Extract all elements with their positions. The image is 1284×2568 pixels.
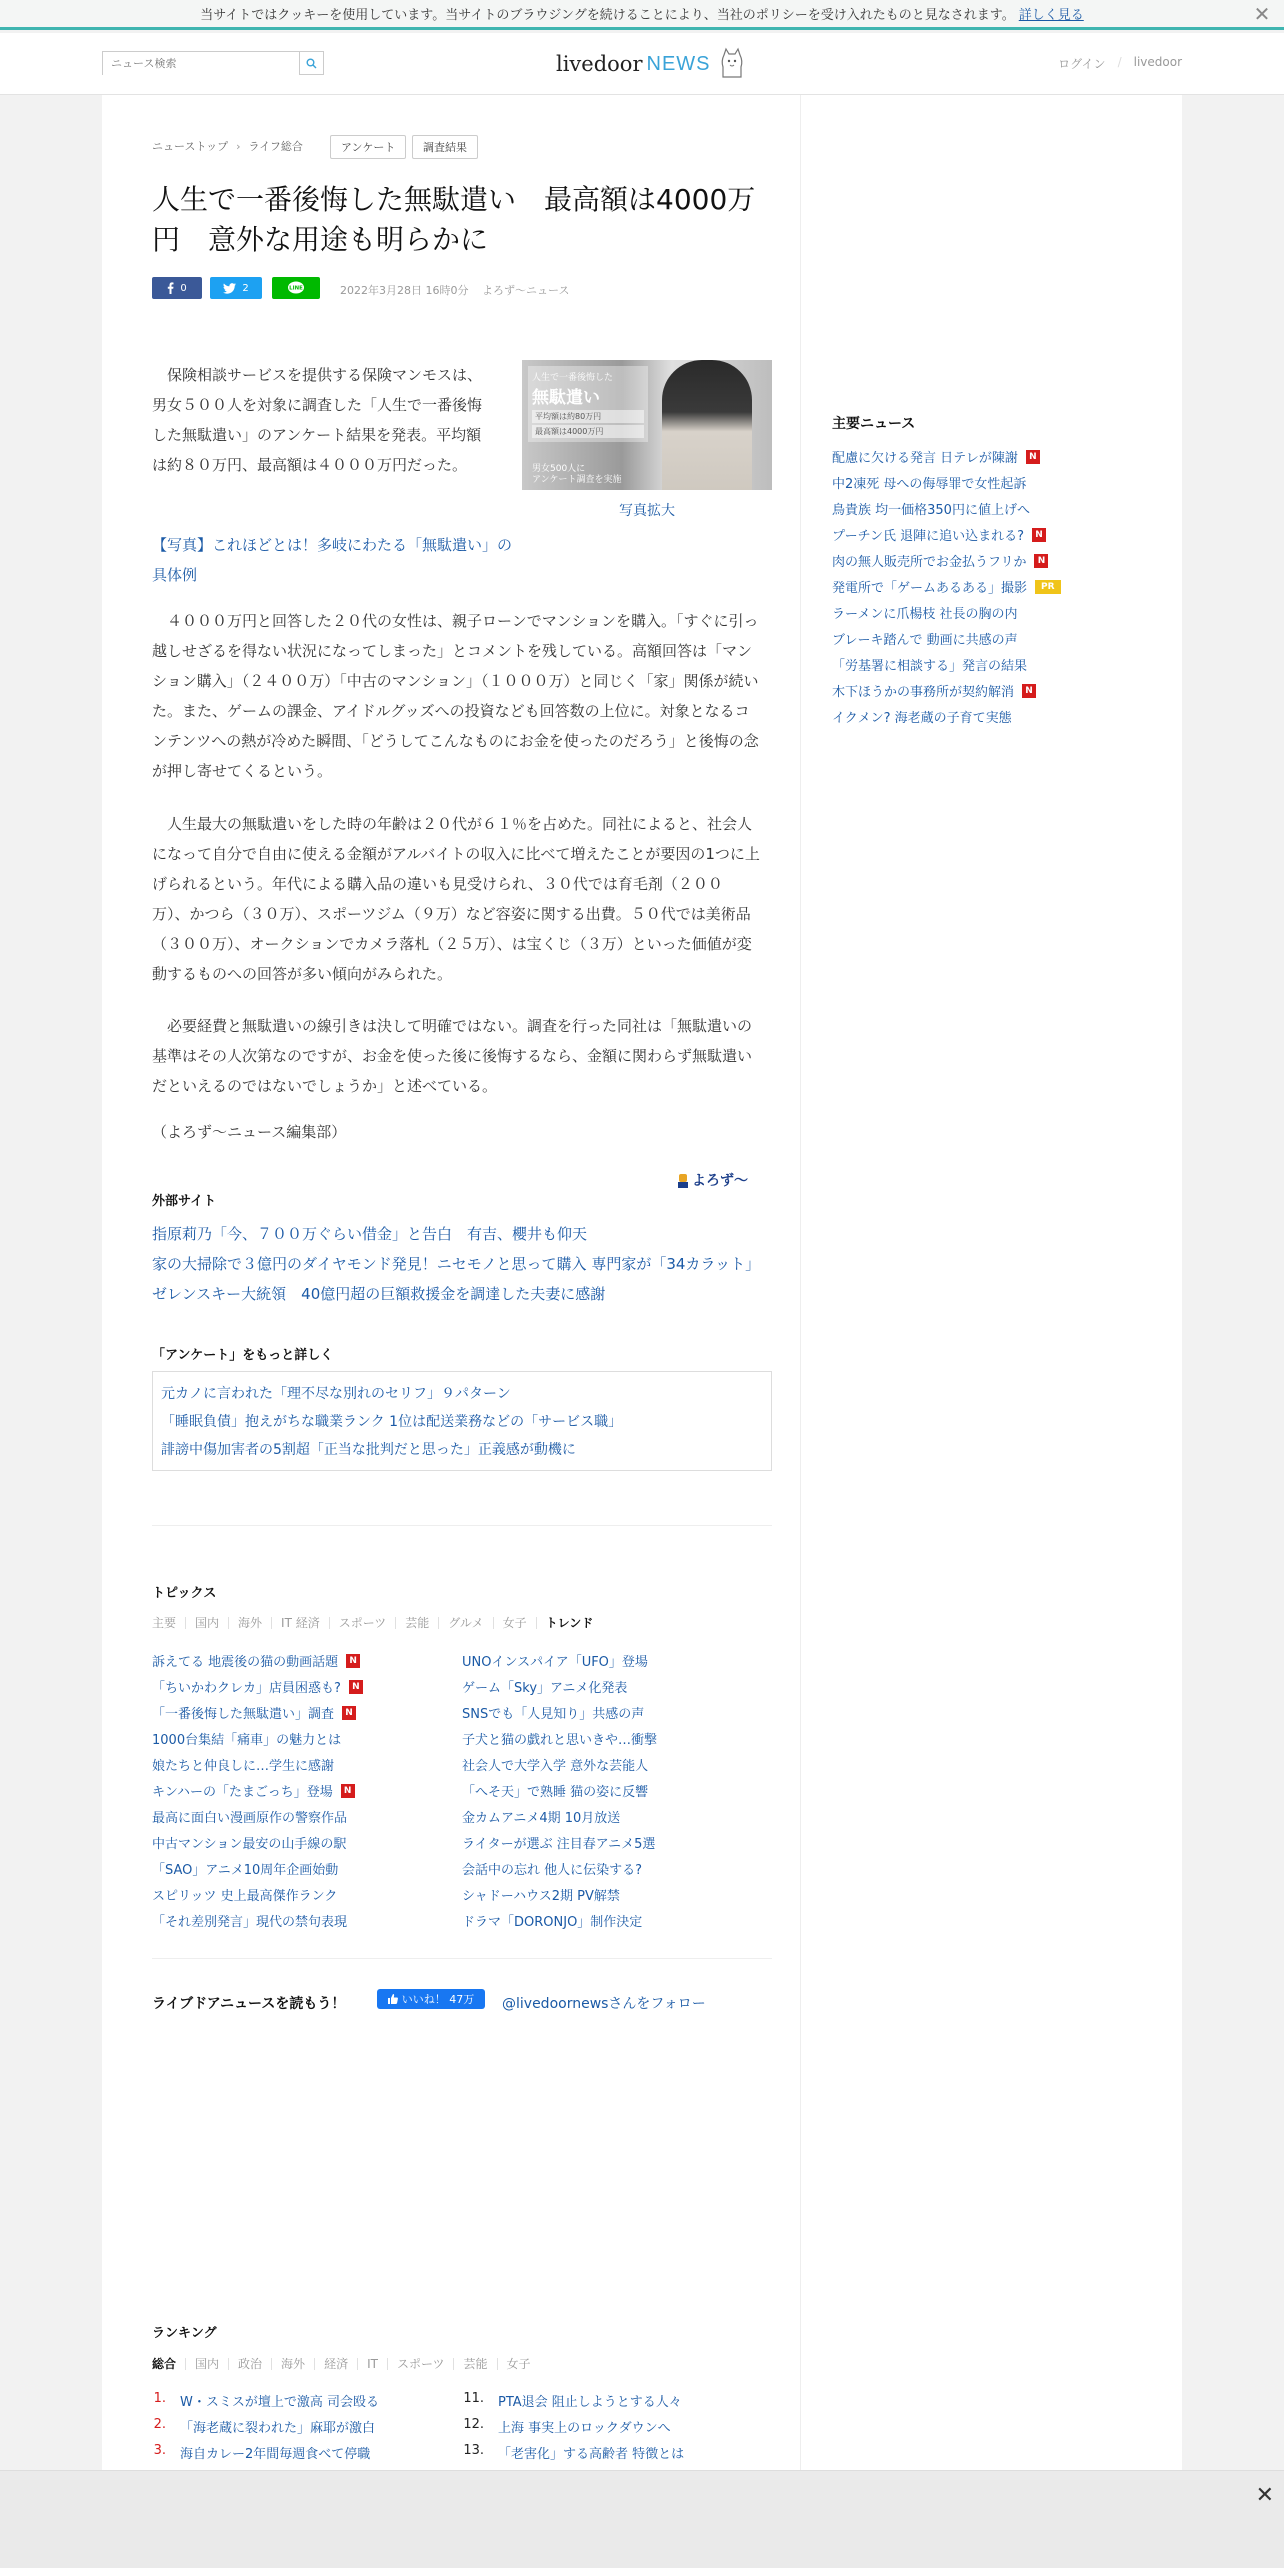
- topic-item-text: 「SAO」アニメ10周年企画始動: [152, 1863, 339, 1878]
- line-share-button[interactable]: [272, 277, 320, 299]
- ranking-heading: ランキング: [152, 2326, 217, 2341]
- ranking-tab-world[interactable]: 海外: [271, 2358, 314, 2370]
- photo-overlay-main: 無駄遣い: [532, 388, 600, 408]
- sidebar-news-item-text: 配慮に欠ける発言 日テレが陳謝: [832, 451, 1018, 466]
- topic-item-text: 「へそ天」で熟睡 猫の姿に反響: [462, 1785, 649, 1800]
- sidebar-news-item-text: 鳥貴族 均一価格350円に値上げへ: [832, 503, 1030, 518]
- photo-overlay: [528, 366, 648, 442]
- search-button[interactable]: [299, 52, 323, 74]
- sidebar-news-item[interactable]: [832, 603, 1017, 622]
- ranking-link[interactable]: W・スミスが壇上で激高 司会殴る: [180, 2395, 379, 2410]
- ranking-tab-sports[interactable]: スポーツ: [387, 2358, 454, 2370]
- ranking-item: [152, 2391, 379, 2410]
- topic-item-text: 娘たちと仲良しに…学生に感謝: [152, 1759, 335, 1774]
- new-badge: N: [1026, 450, 1040, 464]
- sidebar-news-item-text: 「労基署に相談する」発言の結果: [832, 659, 1028, 674]
- topic-item-text: 「それ差別発言」現代の禁句表現: [152, 1915, 348, 1930]
- ranking-number: 12.: [463, 2417, 484, 2432]
- topic-item-text: ゲーム「Sky」アニメ化発表: [462, 1681, 628, 1696]
- external-link-2[interactable]: 家の大掃除で３億円のダイヤモンド発見！ニセモノと思って購入 専門家が「34カラット」: [152, 1255, 761, 1273]
- login-link[interactable]: ログイン: [1058, 57, 1106, 71]
- sidebar-news-item[interactable]: [832, 629, 1018, 648]
- article-credit: （よろず～ニュース編集部）: [152, 1123, 347, 1141]
- cookie-text: 当サイトではクッキーを使用しています。当サイトのブラウジングを続けることにより、当社のポリシーを受け入れたものと見なされます。: [200, 8, 1015, 23]
- sidebar-news-item[interactable]: [832, 447, 1040, 466]
- topic-item[interactable]: [462, 1677, 627, 1696]
- new-badge: N: [346, 1654, 360, 1668]
- sidebar-news-item[interactable]: [832, 525, 1046, 544]
- photo-caption: 男女500人に アンケート調査を実施: [532, 464, 622, 485]
- topic-item-text: 訴えてる 地震後の猫の動画話題: [152, 1655, 339, 1670]
- photo-overlay-sub: 平均額は約80万円: [532, 410, 644, 423]
- sidebar-news-item-text: 中2凍死 母への侮辱罪で女性起訴: [832, 477, 1027, 492]
- ranking-tab-economy[interactable]: 経済: [314, 2358, 357, 2370]
- cookie-close-icon[interactable]: ✕: [1253, 2, 1271, 26]
- sidebar-news-item[interactable]: [832, 551, 1048, 570]
- topics-tab-domestic[interactable]: 国内: [185, 1617, 228, 1629]
- topic-item[interactable]: [462, 1651, 648, 1670]
- photo-overlay-note: 最高額は4000万円: [532, 425, 644, 438]
- facebook-like-button[interactable]: [377, 1989, 485, 2009]
- cookie-banner: [0, 0, 1284, 30]
- breadcrumb-life[interactable]: ライフ総合: [248, 140, 303, 153]
- cookie-more-link[interactable]: 詳しく見る: [1018, 8, 1084, 23]
- ranking-tab-domestic[interactable]: 国内: [185, 2358, 228, 2370]
- twitter-icon: [223, 283, 236, 294]
- facebook-like-count: いいね！ 47万: [401, 1993, 475, 2006]
- article-paragraph-1: 保険相談サービスを提供する保険マンモスは、男女５００人を対象に調査した「人生で一番後悔した無駄遣い」のアンケート結果を発表。平均額は約８０万円、最高額は４０００万円だった。: [152, 366, 483, 474]
- logo-news: NEWS: [646, 52, 711, 75]
- new-badge: N: [1034, 554, 1048, 568]
- new-badge: N: [1022, 684, 1036, 698]
- topic-item-text: キンハーの「たまごっち」登場: [152, 1785, 333, 1800]
- tag-survey[interactable]: アンケート: [330, 135, 406, 159]
- topics-tab-gourmet[interactable]: グルメ: [438, 1617, 492, 1629]
- thumbs-up-icon: [388, 1994, 398, 2004]
- twitter-share-button[interactable]: [210, 277, 262, 299]
- topics-tab-entertainment[interactable]: 芸能: [395, 1617, 438, 1629]
- search-box: [102, 51, 324, 75]
- topic-item[interactable]: [462, 1807, 620, 1826]
- livedoor-link[interactable]: livedoor: [1133, 55, 1182, 69]
- sidebar-news-item[interactable]: [832, 499, 1030, 518]
- pr-badge: PR: [1035, 580, 1061, 594]
- topic-item-text: 子犬と猫の戯れと思いきや…衝撃: [462, 1733, 658, 1748]
- sidebar-news-item-text: ラーメンに爪楊枝 社長の胸の内: [832, 607, 1018, 622]
- facebook-share-button[interactable]: [152, 277, 202, 299]
- follow-heading: ライブドアニュースを読もう！: [152, 1996, 346, 2012]
- close-icon[interactable]: ✕: [1255, 2483, 1274, 2508]
- article-source[interactable]: よろず～ニュース: [482, 284, 570, 297]
- yorozu-mascot-icon: [676, 1172, 690, 1188]
- breadcrumb-top[interactable]: ニューストップ: [152, 140, 229, 153]
- ranking-number: 13.: [463, 2443, 484, 2458]
- topic-item[interactable]: [152, 1833, 346, 1852]
- topic-item-text: ライターが選ぶ 注目春アニメ5選: [462, 1837, 656, 1852]
- sidebar-news-item[interactable]: [832, 707, 1012, 726]
- ranking-number: 1.: [153, 2391, 166, 2406]
- topic-item-text: 「一番後悔した無駄遣い」調査: [152, 1707, 335, 1722]
- new-badge: N: [349, 1680, 363, 1694]
- topic-item-text: SNSでも「人見知り」共感の声: [462, 1707, 645, 1722]
- tag-results[interactable]: 調査結果: [412, 135, 478, 159]
- sidebar-news-item-text: イクメン? 海老蔵の子育て実態: [832, 711, 1012, 726]
- more-link-2[interactable]: 「睡眠負債」抱えがちな職業ランク 1位は配送業務などの「サービス職」: [161, 1414, 623, 1430]
- ranking-tab-politics[interactable]: 政治: [228, 2358, 271, 2370]
- twitter-count: 2: [242, 282, 249, 294]
- more-box: [152, 1371, 772, 1471]
- sidebar-news-item-text: 肉の無人販売所でお金払うフリか: [832, 555, 1027, 570]
- topic-item[interactable]: [462, 1911, 642, 1930]
- article-paragraph-3: 人生最大の無駄遣いをした時の年齢は２０代が６１％を占めた。同社によると、社会人になって自分で自由に使える金額がアルバイトの収入に比べて増えたことが要因の1つに上げられるという。年代による購入品の違いも見受けられ、３０代では育毛剤（２００万）、かつら（３０万）、スポーツジム（９万）など容姿に関する出費。５０代では美術品（３００万）、オークションでカメラ落札（２５万）、は宝くじ（３万）といった価値が変動するものへの回答が多い傾向がみられた。: [152, 815, 760, 983]
- more-link-3[interactable]: 誹謗中傷加害者の5割超「正当な批判だと思った」正義感が動機に: [161, 1442, 576, 1458]
- ranking-tabs: [152, 2358, 540, 2370]
- sidebar-news-item-text: 木下ほうかの事務所が契約解消: [832, 685, 1015, 700]
- topics-tab-main[interactable]: 主要: [152, 1616, 177, 1630]
- sidebar-news-item-text: ブレーキ踏んで 動画に共感の声: [832, 633, 1018, 648]
- sidebar-news-item[interactable]: [832, 681, 1036, 700]
- topic-item[interactable]: [462, 1781, 648, 1800]
- topic-item-text: ドラマ「DORONJO」制作決定: [462, 1915, 643, 1930]
- ranking-number: 3.: [153, 2443, 166, 2458]
- search-icon: [306, 58, 317, 69]
- header-links: [1058, 55, 1182, 72]
- more-link-1[interactable]: 元カノに言われた「理不尽な別れのセリフ」９パターン: [161, 1386, 511, 1402]
- ranking-link[interactable]: 海自カレー2年間毎週食べて停職: [180, 2447, 371, 2462]
- topic-item[interactable]: [462, 1859, 642, 1878]
- column-divider: [800, 95, 801, 2470]
- ranking-link[interactable]: 上海 事実上のロックダウンへ: [498, 2421, 671, 2436]
- topic-item[interactable]: [152, 1755, 334, 1774]
- yorozu-logo[interactable]: [676, 1170, 748, 1190]
- mascot-icon: [719, 47, 745, 81]
- topic-item-text: 金カムアニメ4期 10月放送: [462, 1811, 621, 1826]
- line-icon: [287, 281, 305, 295]
- yorozu-logo-text: よろず～: [692, 1173, 748, 1189]
- search-input[interactable]: [103, 53, 299, 75]
- topic-item-text: 最高に面白い漫画原作の警察作品: [152, 1811, 348, 1826]
- topic-item[interactable]: [462, 1729, 657, 1748]
- ranking-link[interactable]: 「老害化」する高齢者 特徴とは: [498, 2447, 685, 2462]
- topic-item-text: 社会人で大学入学 意外な芸能人: [462, 1759, 649, 1774]
- topic-item-text: スピリッツ 史上最高傑作ランク: [152, 1889, 338, 1904]
- ranking-link[interactable]: PTA退会 阻止しようとする人々: [498, 2395, 682, 2410]
- topics-tab-trend[interactable]: トレンド: [536, 1617, 603, 1629]
- logo-livedoor: livedoor: [556, 52, 643, 76]
- photo-person: [662, 360, 752, 490]
- site-logo[interactable]: [556, 47, 745, 81]
- external-link-3[interactable]: ゼレンスキー大統領 40億円超の巨額救援金を調達した夫妻に感謝: [152, 1285, 606, 1303]
- sidebar-heading: 主要ニュース: [832, 416, 916, 432]
- topic-item-text: 中古マンション最安の山手線の駅: [152, 1837, 347, 1852]
- ranking-link[interactable]: 「海老蔵に裂われた」麻耶が激白: [180, 2421, 376, 2436]
- topic-item[interactable]: [152, 1729, 341, 1748]
- breadcrumb: [152, 138, 303, 154]
- topics-tab-it[interactable]: IT 経済: [271, 1617, 329, 1629]
- new-badge: N: [342, 1706, 356, 1720]
- topic-item[interactable]: [152, 1781, 355, 1800]
- ranking-item: [462, 2417, 671, 2436]
- topic-item[interactable]: [152, 1703, 356, 1722]
- ranking-tab-it[interactable]: IT: [357, 2358, 387, 2370]
- topic-item-text: 1000台集結「痛車」の魅力とは: [152, 1733, 342, 1748]
- ranking-tab-overall[interactable]: 総合: [152, 2357, 177, 2371]
- topic-item-text: 会話中の忘れ 他人に伝染する?: [462, 1863, 643, 1878]
- topic-item-text: UNOインスパイア「UFO」登場: [462, 1655, 648, 1670]
- new-badge: N: [341, 1784, 355, 1798]
- topic-item[interactable]: [152, 1651, 360, 1670]
- topic-item[interactable]: [152, 1859, 338, 1878]
- topics-tab-women[interactable]: 女子: [493, 1617, 536, 1629]
- external-link-1[interactable]: 指原莉乃「今、７００万ぐらい借金」と告白 有吉、櫻井も仰天: [152, 1225, 588, 1243]
- photo-enlarge-link[interactable]: 写真拡大: [619, 503, 675, 519]
- sidebar-news-item-text: 発電所で「ゲームあるある」撮影: [832, 581, 1028, 596]
- ranking-item: [152, 2443, 370, 2462]
- article-title: 人生で一番後悔した無駄遣い 最高額は4000万円 意外な用途も明らかに: [152, 183, 756, 256]
- ranking-item: [462, 2443, 684, 2462]
- ranking-item: [462, 2391, 682, 2410]
- chevron-right-icon: ›: [236, 139, 241, 153]
- section-divider: [152, 1525, 772, 1526]
- topics-tab-sports[interactable]: スポーツ: [329, 1617, 396, 1629]
- new-badge: N: [1032, 528, 1046, 542]
- topic-item[interactable]: [152, 1677, 363, 1696]
- ranking-tab-women[interactable]: 女子: [497, 2358, 540, 2370]
- topic-item-text: シャドーハウス2期 PV解禁: [462, 1889, 620, 1904]
- site-header: [0, 33, 1284, 95]
- sidebar-news-item-text: プーチン氏 退陣に追い込まれる?: [832, 529, 1024, 544]
- facebook-icon: [167, 282, 174, 294]
- topic-item[interactable]: [152, 1885, 337, 1904]
- article-paragraph-4: 必要経費と無駄遣いの線引きは決して明確ではない。調査を行った同社は「無駄遣いの基準はその人次第なのですが、お金を使った後に後悔するなら、金額に関わらず無駄遣いだといえるのではないでしょうか」と述べている。: [152, 1017, 753, 1095]
- sidebar-news-item[interactable]: [832, 655, 1027, 674]
- topic-item-text: 「ちいかわクレカ」店員困惑も?: [152, 1681, 341, 1696]
- topic-item[interactable]: [462, 1833, 655, 1852]
- photo-overlay-top: 人生で一番後悔した: [532, 373, 614, 383]
- topic-item[interactable]: [152, 1807, 347, 1826]
- topics-tab-world[interactable]: 海外: [228, 1617, 271, 1629]
- twitter-follow-link[interactable]: @livedoornewsさんをフォロー: [502, 1996, 706, 2012]
- article-photo[interactable]: [522, 360, 772, 490]
- article-date: 2022年3月28日 16時0分: [340, 284, 469, 297]
- topics-heading: トピックス: [152, 1586, 217, 1601]
- svg-text:LINE: LINE: [289, 285, 303, 292]
- bottom-ad-bar: [0, 2470, 1284, 2568]
- ranking-item: [152, 2417, 375, 2436]
- external-heading: 外部サイト: [152, 1194, 217, 1209]
- sidebar-news-item[interactable]: [832, 473, 1026, 492]
- ranking-number: 11.: [463, 2391, 484, 2406]
- ranking-tab-entertainment[interactable]: 芸能: [453, 2358, 496, 2370]
- article-paragraph-2: ４０００万円と回答した２０代の女性は、親子ローンでマンションを購入。「すぐに引っ越しせざるを得ない状況になってしまった」とコメントを残している。高額回答は「マンション購入」（２４００万）「中古のマンション」（１０００万）と同じく「家」関係が続いた。また、ゲームの課金、アイドルグッズへの投資なども回答数の上位に。対象となるコンテンツへの熱が冷めた瞬間、「どうしてこんなものにお金を使ったのだろう」と後悔の念が押し寄せてくるという。: [152, 612, 759, 780]
- facebook-count: 0: [180, 282, 187, 294]
- topic-item[interactable]: [462, 1755, 648, 1774]
- ranking-number: 2.: [153, 2417, 166, 2432]
- topic-item[interactable]: [462, 1885, 620, 1904]
- topics-tabs: [152, 1617, 602, 1629]
- section-divider: [152, 1958, 772, 1959]
- more-heading: 「アンケート」をもっと詳しく: [152, 1348, 334, 1363]
- header-separator: /: [1117, 55, 1122, 69]
- photo-gallery-link[interactable]: 【写真】これほどとは！多岐にわたる「無駄遣い」の具体例: [152, 536, 513, 584]
- topic-item[interactable]: [152, 1911, 347, 1930]
- topic-item[interactable]: [462, 1703, 644, 1722]
- sidebar-news-item[interactable]: [832, 577, 1061, 596]
